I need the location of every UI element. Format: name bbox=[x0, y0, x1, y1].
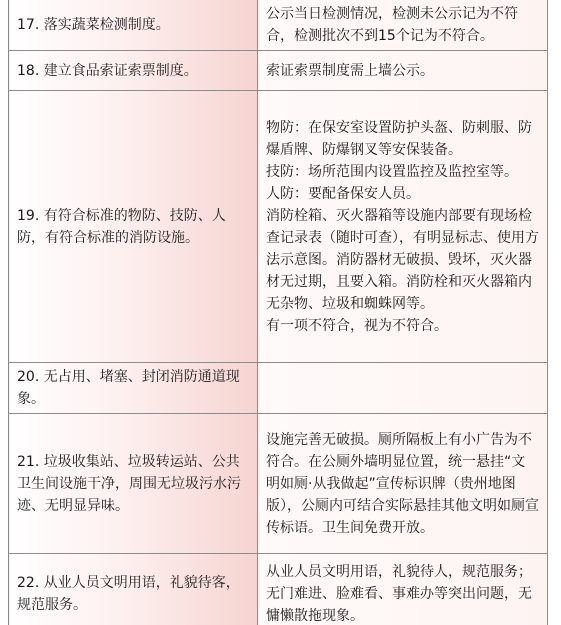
standard-text: 技防：场所范围内设置监控及监控室等。 bbox=[266, 163, 518, 180]
standard-text: 索证索票制度需上墙公示。 bbox=[266, 62, 434, 79]
table-row-19 bbox=[9, 91, 548, 363]
page-margin bbox=[548, 0, 561, 625]
standard-text: 从业人员文明用语，礼貌待人，规范服务；无门难进、脸难看、事难办等突出问题，无慵懒散拖现象。 bbox=[266, 563, 532, 624]
standard-text: 人防：要配备保安人员。 bbox=[266, 185, 420, 202]
standards-table bbox=[8, 0, 548, 625]
item-cell: 21. 垃圾收集站、垃圾转运站、公共卫生间设施干净，周围无垃圾污水污迹、无明显异味。 bbox=[9, 414, 258, 554]
item-cell: 19. 有符合标准的物防、技防、人防，有符合标准的消防设施。 bbox=[9, 91, 258, 363]
standard-cell bbox=[258, 91, 548, 363]
standards-table-container bbox=[8, 0, 548, 625]
standard-text: 设施完善无破损。厕所隔板上有小广告为不符合。在公厕外墙明显位置，统一悬挂“文明如厕·从我做起”宣传标识牌（贵州地图版），公厕内可结合实际悬挂其他文明如厕宣传标语。卫生间免费开放。 bbox=[266, 431, 539, 536]
table-row-20 bbox=[9, 363, 548, 414]
standard-cell bbox=[258, 554, 548, 625]
standard-text: 公示当日检测情况，检测未公示记为不符合，检测批次不到15个记为不符合。 bbox=[266, 5, 518, 44]
item-cell: 20. 无占用、堵塞、封闭消防通道现象。 bbox=[9, 363, 258, 414]
standard-cell bbox=[258, 414, 548, 554]
standard-cell bbox=[258, 363, 548, 414]
standard-text: 有一项不符合，视为不符合。 bbox=[266, 317, 448, 334]
table-row-21 bbox=[9, 414, 548, 554]
item-cell: 22. 从业人员文明用语，礼貌待客，规范服务。 bbox=[9, 554, 258, 625]
item-cell: 18. 建立食品索证索票制度。 bbox=[9, 51, 258, 91]
standard-cell bbox=[258, 51, 548, 91]
standard-text: 物防：在保安室设置防护头盔、防刺服、防爆盾牌、防爆钢叉等安保装备。 bbox=[266, 119, 532, 158]
item-cell: 17. 落实蔬菜检测制度。 bbox=[9, 0, 258, 51]
table-row-17 bbox=[9, 0, 548, 51]
table-row-18 bbox=[9, 51, 548, 91]
standard-text: 消防栓箱、灭火器箱等设施内部要有现场检查记录表（随时可查），有明显标志、使用方法示意图。消防器材无破损、毁坏，灭火器材无过期，且要入箱。消防栓和灭火器箱内无杂物、垃圾和蜘蛛网等。 bbox=[266, 207, 539, 312]
standard-cell bbox=[258, 0, 548, 51]
table-row-22 bbox=[9, 554, 548, 625]
